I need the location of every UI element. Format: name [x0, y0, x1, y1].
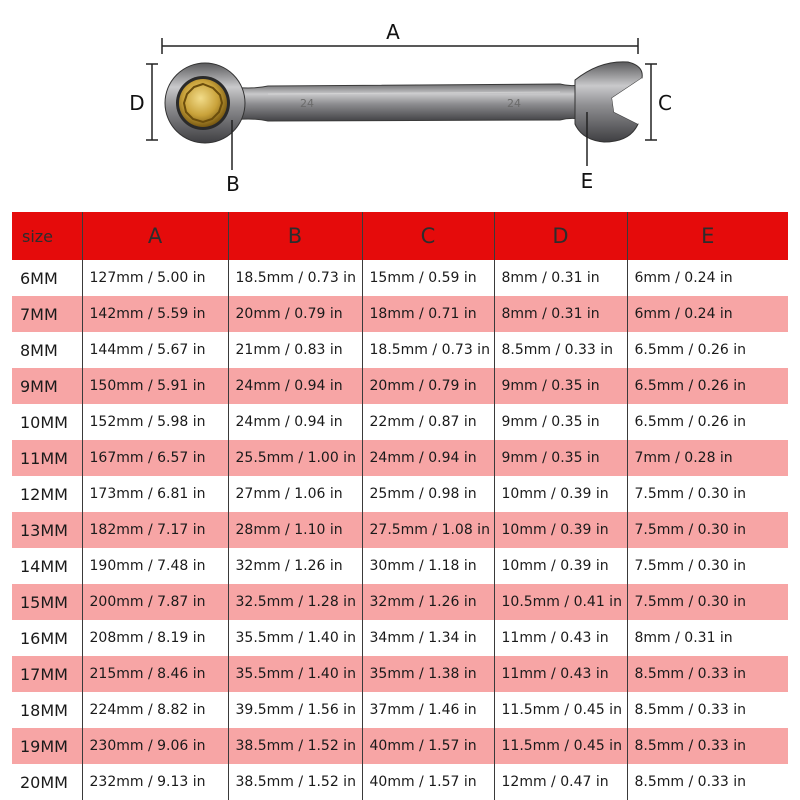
size-cell: 8MM — [12, 332, 82, 368]
wrench-marking-right: 24 — [507, 97, 521, 110]
header-a: A — [82, 212, 228, 260]
table-row — [12, 656, 788, 692]
dimension-cell: 6mm / 0.24 in — [627, 260, 788, 296]
dimension-c — [645, 64, 672, 140]
dimension-cell: 142mm / 5.59 in — [82, 296, 228, 332]
dimension-cell: 8mm / 0.31 in — [494, 260, 627, 296]
label-e: E — [580, 169, 594, 193]
size-cell: 13MM — [12, 512, 82, 548]
dimension-cell: 200mm / 7.87 in — [82, 584, 228, 620]
dimension-cell: 18mm / 0.71 in — [362, 296, 494, 332]
dimension-cell: 38.5mm / 1.52 in — [228, 764, 362, 800]
size-cell: 12MM — [12, 476, 82, 512]
table-row — [12, 512, 788, 548]
dimension-cell: 11mm / 0.43 in — [494, 620, 627, 656]
dimension-cell: 127mm / 5.00 in — [82, 260, 228, 296]
dimension-cell: 37mm / 1.46 in — [362, 692, 494, 728]
dimension-cell: 173mm / 6.81 in — [82, 476, 228, 512]
dimension-cell: 20mm / 0.79 in — [362, 368, 494, 404]
dimension-cell: 35.5mm / 1.40 in — [228, 620, 362, 656]
table-row — [12, 584, 788, 620]
dimension-cell: 6mm / 0.24 in — [627, 296, 788, 332]
dimension-cell: 22mm / 0.87 in — [362, 404, 494, 440]
table-row — [12, 260, 788, 296]
label-c: C — [658, 91, 672, 115]
dimension-cell: 18.5mm / 0.73 in — [228, 260, 362, 296]
size-cell: 14MM — [12, 548, 82, 584]
wrench-diagram — [0, 0, 800, 205]
header-b: B — [228, 212, 362, 260]
dimension-cell: 190mm / 7.48 in — [82, 548, 228, 584]
dimension-cell: 232mm / 9.13 in — [82, 764, 228, 800]
dimension-cell: 9mm / 0.35 in — [494, 368, 627, 404]
dimension-cell: 8.5mm / 0.33 in — [627, 728, 788, 764]
dimension-cell: 35mm / 1.38 in — [362, 656, 494, 692]
header-c: C — [362, 212, 494, 260]
header-e: E — [627, 212, 788, 260]
dimension-cell: 24mm / 0.94 in — [362, 440, 494, 476]
label-d: D — [129, 91, 145, 115]
dimension-cell: 215mm / 8.46 in — [82, 656, 228, 692]
header-size: size — [12, 212, 82, 260]
dimension-cell: 18.5mm / 0.73 in — [362, 332, 494, 368]
dimension-a — [162, 20, 638, 54]
table-row — [12, 440, 788, 476]
dimension-cell: 27.5mm / 1.08 in — [362, 512, 494, 548]
dimension-d — [129, 64, 158, 140]
dimension-cell: 10mm / 0.39 in — [494, 548, 627, 584]
dimension-cell: 230mm / 9.06 in — [82, 728, 228, 764]
dimension-cell: 10mm / 0.39 in — [494, 476, 627, 512]
table-row — [12, 692, 788, 728]
dimension-cell: 32.5mm / 1.28 in — [228, 584, 362, 620]
table-row — [12, 548, 788, 584]
dimension-cell: 39.5mm / 1.56 in — [228, 692, 362, 728]
table-row — [12, 404, 788, 440]
table-row — [12, 620, 788, 656]
dimension-cell: 6.5mm / 0.26 in — [627, 404, 788, 440]
dimension-cell: 6.5mm / 0.26 in — [627, 368, 788, 404]
size-cell: 18MM — [12, 692, 82, 728]
label-a: A — [386, 20, 400, 44]
header-d: D — [494, 212, 627, 260]
table-row — [12, 296, 788, 332]
dimension-cell: 24mm / 0.94 in — [228, 404, 362, 440]
wrench-image — [165, 62, 642, 143]
dimension-cell: 10mm / 0.39 in — [494, 512, 627, 548]
size-cell: 6MM — [12, 260, 82, 296]
table-row — [12, 476, 788, 512]
dimension-cell: 35.5mm / 1.40 in — [228, 656, 362, 692]
table-row — [12, 728, 788, 764]
dimension-cell: 40mm / 1.57 in — [362, 764, 494, 800]
dimension-cell: 182mm / 7.17 in — [82, 512, 228, 548]
table-row — [12, 332, 788, 368]
dimension-cell: 9mm / 0.35 in — [494, 440, 627, 476]
dimension-cell: 15mm / 0.59 in — [362, 260, 494, 296]
table-header-row — [12, 212, 788, 260]
dimension-cell: 7.5mm / 0.30 in — [627, 584, 788, 620]
dimension-cell: 6.5mm / 0.26 in — [627, 332, 788, 368]
dimension-cell: 21mm / 0.83 in — [228, 332, 362, 368]
ratchet-gear-icon — [179, 79, 227, 127]
dimension-cell: 20mm / 0.79 in — [228, 296, 362, 332]
size-cell: 20MM — [12, 764, 82, 800]
dimension-cell: 11.5mm / 0.45 in — [494, 692, 627, 728]
dimension-cell: 7.5mm / 0.30 in — [627, 548, 788, 584]
dimension-cell: 7.5mm / 0.30 in — [627, 476, 788, 512]
dimension-cell: 27mm / 1.06 in — [228, 476, 362, 512]
size-table — [12, 212, 788, 800]
size-cell: 15MM — [12, 584, 82, 620]
dimension-cell: 24mm / 0.94 in — [228, 368, 362, 404]
dimension-cell: 32mm / 1.26 in — [228, 548, 362, 584]
dimension-cell: 167mm / 6.57 in — [82, 440, 228, 476]
dimension-cell: 8mm / 0.31 in — [494, 296, 627, 332]
dimension-cell: 208mm / 8.19 in — [82, 620, 228, 656]
wrench-marking-left: 24 — [300, 97, 314, 110]
dimension-cell: 38.5mm / 1.52 in — [228, 728, 362, 764]
dimension-cell: 28mm / 1.10 in — [228, 512, 362, 548]
dimension-cell: 150mm / 5.91 in — [82, 368, 228, 404]
dimension-cell: 7mm / 0.28 in — [627, 440, 788, 476]
dimension-cell: 8.5mm / 0.33 in — [627, 656, 788, 692]
dimension-cell: 30mm / 1.18 in — [362, 548, 494, 584]
dimension-cell: 224mm / 8.82 in — [82, 692, 228, 728]
size-cell: 7MM — [12, 296, 82, 332]
table-row — [12, 368, 788, 404]
dimension-cell: 144mm / 5.67 in — [82, 332, 228, 368]
size-cell: 16MM — [12, 620, 82, 656]
size-cell: 19MM — [12, 728, 82, 764]
dimension-cell: 8mm / 0.31 in — [627, 620, 788, 656]
dimension-cell: 8.5mm / 0.33 in — [627, 692, 788, 728]
dimension-cell: 8.5mm / 0.33 in — [627, 764, 788, 800]
size-cell: 11MM — [12, 440, 82, 476]
dimension-cell: 25.5mm / 1.00 in — [228, 440, 362, 476]
dimension-cell: 152mm / 5.98 in — [82, 404, 228, 440]
dimension-cell: 11.5mm / 0.45 in — [494, 728, 627, 764]
size-cell: 10MM — [12, 404, 82, 440]
dimension-cell: 40mm / 1.57 in — [362, 728, 494, 764]
label-b: B — [226, 172, 240, 196]
size-cell: 9MM — [12, 368, 82, 404]
dimension-cell: 7.5mm / 0.30 in — [627, 512, 788, 548]
dimension-cell: 11mm / 0.43 in — [494, 656, 627, 692]
dimension-cell: 32mm / 1.26 in — [362, 584, 494, 620]
dimension-cell: 34mm / 1.34 in — [362, 620, 494, 656]
dimension-cell: 9mm / 0.35 in — [494, 404, 627, 440]
dimension-cell: 25mm / 0.98 in — [362, 476, 494, 512]
dimension-cell: 8.5mm / 0.33 in — [494, 332, 627, 368]
size-cell: 17MM — [12, 656, 82, 692]
dimension-cell: 10.5mm / 0.41 in — [494, 584, 627, 620]
dimension-cell: 12mm / 0.47 in — [494, 764, 627, 800]
table-row — [12, 764, 788, 800]
